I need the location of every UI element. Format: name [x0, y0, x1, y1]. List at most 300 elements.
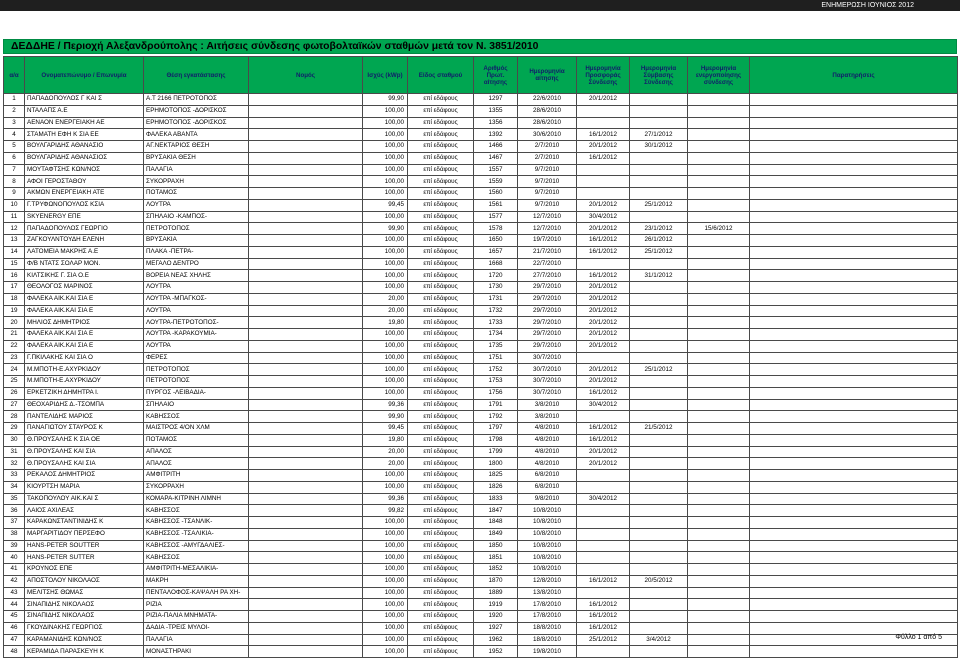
table-cell: 1799: [474, 446, 518, 458]
table-cell: [750, 540, 958, 552]
table-cell: 29: [4, 423, 25, 435]
table-cell: [630, 94, 688, 106]
table-row: [4, 599, 958, 611]
table-cell: [750, 611, 958, 623]
table-cell: ΝΤΑΛΑΠΣ Α.Ε: [25, 105, 144, 117]
table-cell: 1791: [474, 399, 518, 411]
table-cell: [688, 446, 750, 458]
column-header: Αριθμός Πρωτ. αίτησης: [474, 57, 518, 94]
table-cell: [249, 94, 363, 106]
table-cell: 100,00: [363, 622, 408, 634]
table-cell: 20/1/2012: [577, 282, 630, 294]
table-cell: [750, 293, 958, 305]
table-cell: [249, 235, 363, 247]
table-cell: ΡΙΖΙΑ: [144, 599, 249, 611]
table-cell: επί εδάφους: [408, 340, 474, 352]
table-cell: [688, 552, 750, 564]
table-cell: [249, 575, 363, 587]
table-cell: [630, 176, 688, 188]
table-cell: ΚΑΒΗΣΣΟΣ: [144, 411, 249, 423]
table-cell: επί εδάφους: [408, 505, 474, 517]
table-cell: ΚΟΜΑΡΑ-ΚΙΤΡΙΝΗ ΛΙΜΝΗ: [144, 493, 249, 505]
table-cell: ΑΠΑΛΟΣ: [144, 458, 249, 470]
table-cell: 30/7/2010: [518, 376, 577, 388]
table-cell: 34: [4, 481, 25, 493]
table-cell: [688, 329, 750, 341]
table-cell: [688, 411, 750, 423]
table-cell: επί εδάφους: [408, 575, 474, 587]
table-cell: ΠΕΤΡΟΤΟΠΟΣ: [144, 223, 249, 235]
table-cell: 1870: [474, 575, 518, 587]
table-cell: επί εδάφους: [408, 446, 474, 458]
table-cell: 25: [4, 376, 25, 388]
table-cell: επί εδάφους: [408, 223, 474, 235]
table-cell: ΦΑΛΕΚΑ ΑΙΚ.ΚΑΙ ΣΙΑ Ε: [25, 305, 144, 317]
table-cell: 30: [4, 434, 25, 446]
table-cell: [688, 211, 750, 223]
table-cell: [630, 458, 688, 470]
table-cell: 30/1/2012: [630, 141, 688, 153]
table-cell: 20,00: [363, 293, 408, 305]
table-cell: ΚΑΒΗΣΣΟΣ: [144, 505, 249, 517]
table-cell: 1668: [474, 258, 518, 270]
table-cell: ΚΙΛΤΣΙΚΗΣ Γ. ΣΙΑ Ο.Ε: [25, 270, 144, 282]
table-cell: 4: [4, 129, 25, 141]
table-cell: [750, 105, 958, 117]
table-cell: 46: [4, 622, 25, 634]
table-cell: [688, 141, 750, 153]
table-cell: 31: [4, 446, 25, 458]
table-cell: [630, 387, 688, 399]
table-cell: 1756: [474, 387, 518, 399]
table-cell: [750, 94, 958, 106]
table-cell: επί εδάφους: [408, 94, 474, 106]
table-cell: [249, 528, 363, 540]
table-cell: [750, 246, 958, 258]
table-cell: [750, 481, 958, 493]
table-cell: [688, 540, 750, 552]
table-cell: επί εδάφους: [408, 164, 474, 176]
table-cell: [750, 364, 958, 376]
table-cell: ΤΑΚΟΠΟΥΛΟΥ ΑΙΚ.ΚΑΙ Σ: [25, 493, 144, 505]
table-cell: ΠΟΤΑΜΟΣ: [144, 188, 249, 200]
table-cell: 100,00: [363, 246, 408, 258]
table-cell: [630, 211, 688, 223]
table-row: [4, 129, 958, 141]
table-cell: [688, 352, 750, 364]
table-cell: ΚΑΒΗΣΣΟΣ -ΤΣΑΝΛΙΚ-: [144, 517, 249, 529]
table-cell: ΛΑΤΟΜΕΙΑ ΜΑΚΡΗΣ Α.Ε: [25, 246, 144, 258]
table-cell: [688, 423, 750, 435]
column-header: α/α: [4, 57, 25, 94]
table-cell: 20/1/2012: [577, 458, 630, 470]
table-cell: 1852: [474, 564, 518, 576]
table-cell: 16/1/2012: [577, 622, 630, 634]
table-cell: ΦΑΛΕΚΑ ΑΙΚ.ΚΑΙ ΣΙΑ Ε: [25, 293, 144, 305]
table-cell: 20/1/2012: [577, 446, 630, 458]
column-header: Ονοματεπώνυμο / Επωνυμία: [25, 57, 144, 94]
table-cell: ΑΚΜΩΝ ΕΝΕΡΓΕΙΑΚΗ ΑΤΕ: [25, 188, 144, 200]
table-cell: ΒΟΥΛΓΑΡΙΔΗΣ ΑΘΑΝΑΣΙΟΣ: [25, 152, 144, 164]
table-cell: επί εδάφους: [408, 481, 474, 493]
table-cell: ΑΠΑΛΟΣ: [144, 446, 249, 458]
table-cell: [688, 434, 750, 446]
table-cell: 33: [4, 470, 25, 482]
table-cell: επί εδάφους: [408, 188, 474, 200]
table-cell: ΔΑΔΙΑ -ΤΡΕΙΣ ΜΥΛΟΙ-: [144, 622, 249, 634]
table-cell: ΚΑΡΑΜΑΝΙΔΗΣ ΚΩΝ/ΝΟΣ: [25, 634, 144, 646]
table-cell: 1833: [474, 493, 518, 505]
table-cell: [750, 423, 958, 435]
table-cell: [688, 235, 750, 247]
table-cell: [750, 176, 958, 188]
table-cell: 16/1/2012: [577, 152, 630, 164]
table-row: [4, 481, 958, 493]
table-cell: 19,80: [363, 434, 408, 446]
table-cell: 1657: [474, 246, 518, 258]
table-cell: επί εδάφους: [408, 564, 474, 576]
table-cell: επί εδάφους: [408, 235, 474, 247]
table-cell: [750, 199, 958, 211]
table-row: [4, 622, 958, 634]
table-cell: 15: [4, 258, 25, 270]
table-cell: 99,90: [363, 223, 408, 235]
table-row: [4, 552, 958, 564]
table-cell: ΦΑΛΕΚΑ ΑΙΚ.ΚΑΙ ΣΙΑ Ε: [25, 329, 144, 341]
table-cell: 30/7/2010: [518, 364, 577, 376]
table-cell: επί εδάφους: [408, 293, 474, 305]
table-cell: [249, 329, 363, 341]
table-cell: 10/8/2010: [518, 552, 577, 564]
table-cell: HANS-PETER SUTTER: [25, 552, 144, 564]
table-cell: [750, 552, 958, 564]
table-cell: 16/1/2012: [577, 235, 630, 247]
table-cell: 100,00: [363, 611, 408, 623]
table-cell: 9/7/2010: [518, 188, 577, 200]
table-cell: 3/4/2012: [630, 634, 688, 646]
table-row: [4, 94, 958, 106]
table-cell: ΒΟΥΛΓΑΡΙΔΗΣ ΑΘΑΝΑΣΙΟ: [25, 141, 144, 153]
table-cell: [249, 141, 363, 153]
table-cell: 30/7/2010: [518, 387, 577, 399]
table-cell: 1392: [474, 129, 518, 141]
table-cell: [750, 270, 958, 282]
table-cell: 1847: [474, 505, 518, 517]
table-cell: ΠΑΠΑΔΟΠΟΥΛΟΣ ΓΕΩΡΓΙΟ: [25, 223, 144, 235]
table-cell: [750, 587, 958, 599]
table-cell: ΚΡΟΥΝΟΣ ΕΠΕ: [25, 564, 144, 576]
table-row: [4, 141, 958, 153]
table-cell: 29/7/2010: [518, 329, 577, 341]
table-cell: 1466: [474, 141, 518, 153]
table-cell: [750, 517, 958, 529]
table-cell: 9/8/2010: [518, 493, 577, 505]
table-cell: 10/8/2010: [518, 505, 577, 517]
table-cell: 1: [4, 94, 25, 106]
table-cell: 1560: [474, 188, 518, 200]
table-cell: [630, 599, 688, 611]
table-row: [4, 293, 958, 305]
table-cell: 42: [4, 575, 25, 587]
table-cell: ΠΥΡΓΟΣ -ΛΕΙΒΑΔΙΑ-: [144, 387, 249, 399]
table-row: [4, 176, 958, 188]
table-cell: ΚΑΒΗΣΣΟΣ: [144, 552, 249, 564]
column-header: Ημερομηνία Σύμβασης Σύνδεσης: [630, 57, 688, 94]
table-row: [4, 611, 958, 623]
table-cell: [750, 340, 958, 352]
table-cell: [249, 399, 363, 411]
page-title: ΔΕΔΔΗΕ / Περιοχή Αλεξανδρούπολης : Αιτήσεις σύνδεσης φωτοβολταϊκών σταθμών μετά τον Ν. 3851/2010: [11, 41, 539, 52]
table-cell: 19,80: [363, 317, 408, 329]
table-cell: [750, 317, 958, 329]
table-cell: 6/8/2010: [518, 470, 577, 482]
table-cell: ΛΟΥΤΡΑ: [144, 282, 249, 294]
table-cell: ΠΕΤΡΟΤΟΠΟΣ: [144, 364, 249, 376]
table-cell: 1851: [474, 552, 518, 564]
table-cell: [750, 564, 958, 576]
table-cell: ΠΑΝΤΕΛΙΔΗΣ ΜΑΡΙΟΣ: [25, 411, 144, 423]
table-cell: επί εδάφους: [408, 258, 474, 270]
table-cell: 99,82: [363, 505, 408, 517]
table-cell: 100,00: [363, 364, 408, 376]
table-cell: 99,45: [363, 423, 408, 435]
table-cell: [249, 164, 363, 176]
table-cell: ΕΡΗΜΟΤΟΠΟΣ -ΔΟΡΙΣΚΟΣ: [144, 105, 249, 117]
table-cell: 20/5/2012: [630, 575, 688, 587]
table-cell: [630, 152, 688, 164]
table-cell: ΣΥΚΟΡΡΑΧΗ: [144, 176, 249, 188]
table-cell: [630, 564, 688, 576]
table-cell: 100,00: [363, 540, 408, 552]
table-cell: [750, 152, 958, 164]
table-cell: [688, 164, 750, 176]
table-row: [4, 376, 958, 388]
table-cell: [630, 611, 688, 623]
table-row: [4, 505, 958, 517]
table-cell: ΠΑΝΑΓΙΩΤΟΥ ΣΤΑΥΡΟΣ Κ: [25, 423, 144, 435]
table-cell: 26: [4, 387, 25, 399]
table-cell: [688, 575, 750, 587]
table-cell: επί εδάφους: [408, 117, 474, 129]
table-cell: 100,00: [363, 176, 408, 188]
table-cell: 1798: [474, 434, 518, 446]
table-cell: 26/1/2012: [630, 235, 688, 247]
table-cell: [249, 105, 363, 117]
table-cell: 20/1/2012: [577, 329, 630, 341]
table-cell: 25/1/2012: [630, 199, 688, 211]
table-cell: [630, 587, 688, 599]
table-cell: Θ.ΠΡΟΥΣΑΛΗΣ Κ ΣΙΑ ΟΕ: [25, 434, 144, 446]
table-cell: 7: [4, 164, 25, 176]
table-cell: 39: [4, 540, 25, 552]
table-cell: ΡΙΖΙΑ-ΠΑΛΙΑ ΜΝΗΜΑΤΑ-: [144, 611, 249, 623]
table-cell: 48: [4, 646, 25, 658]
table-cell: 1732: [474, 305, 518, 317]
table-cell: [688, 376, 750, 388]
table-cell: [688, 528, 750, 540]
table-cell: ΑΜΦΙΤΡΙΤΗ-ΜΕΣΑΛΙΚΙΑ-: [144, 564, 249, 576]
table-row: [4, 317, 958, 329]
table-cell: [750, 399, 958, 411]
table-cell: [630, 552, 688, 564]
table-row: [4, 528, 958, 540]
table-cell: 29/7/2010: [518, 282, 577, 294]
table-cell: ΒΟΡΕΙΑ ΝΕΑΣ ΧΗΛΗΣ: [144, 270, 249, 282]
table-row: [4, 282, 958, 294]
table-cell: [750, 129, 958, 141]
table-cell: επί εδάφους: [408, 470, 474, 482]
table-cell: επί εδάφους: [408, 317, 474, 329]
table-cell: 31/1/2012: [630, 270, 688, 282]
table-cell: ΣΠΗΛΑΙΟ: [144, 399, 249, 411]
table-cell: 9/7/2010: [518, 176, 577, 188]
table-cell: 100,00: [363, 188, 408, 200]
table-cell: [750, 470, 958, 482]
table-cell: 100,00: [363, 470, 408, 482]
page-footer: Φύλλο 1 από 5: [895, 634, 942, 641]
table-cell: 20/1/2012: [577, 293, 630, 305]
table-cell: [630, 352, 688, 364]
table-cell: επί εδάφους: [408, 587, 474, 599]
table-cell: Θ.ΠΡΟΥΣΑΛΗΣ ΚΑΙ ΣΙΑ: [25, 458, 144, 470]
table-cell: [750, 458, 958, 470]
table-cell: [249, 387, 363, 399]
table-cell: επί εδάφους: [408, 399, 474, 411]
table-cell: [249, 340, 363, 352]
table-cell: [577, 564, 630, 576]
table-cell: 27/7/2010: [518, 270, 577, 282]
table-cell: [249, 552, 363, 564]
table-cell: [630, 117, 688, 129]
table-cell: 100,00: [363, 211, 408, 223]
table-cell: 20/1/2012: [577, 376, 630, 388]
column-header: Ημερομηνία ενεργοποίησης σύνδεσης: [688, 57, 750, 94]
table-cell: 38: [4, 528, 25, 540]
table-cell: 99,36: [363, 493, 408, 505]
table-cell: [688, 105, 750, 117]
table-cell: 20/1/2012: [577, 305, 630, 317]
table-cell: 44: [4, 599, 25, 611]
table-cell: 4/8/2010: [518, 423, 577, 435]
table-cell: επί εδάφους: [408, 552, 474, 564]
table-cell: ΛΟΥΤΡΑ -ΜΠΑΓΚΟΣ-: [144, 293, 249, 305]
table-cell: [630, 505, 688, 517]
table-cell: [688, 493, 750, 505]
table-cell: [688, 599, 750, 611]
table-cell: ΠΕΤΡΟΤΟΠΟΣ: [144, 376, 249, 388]
table-cell: [577, 117, 630, 129]
table-cell: ΠΟΤΑΜΟΣ: [144, 434, 249, 446]
table-cell: επί εδάφους: [408, 599, 474, 611]
table-cell: [577, 188, 630, 200]
table-cell: 3: [4, 117, 25, 129]
table-cell: [688, 364, 750, 376]
column-header: Παρατηρήσεις: [750, 57, 958, 94]
table-cell: [750, 223, 958, 235]
table-cell: 17/8/2010: [518, 599, 577, 611]
table-cell: 100,00: [363, 164, 408, 176]
table-row: [4, 105, 958, 117]
table-cell: 6: [4, 152, 25, 164]
table-cell: 16/1/2012: [577, 129, 630, 141]
table-cell: 1356: [474, 117, 518, 129]
column-header: Θέση εγκατάστασης: [144, 57, 249, 94]
table-cell: επί εδάφους: [408, 634, 474, 646]
table-cell: ΒΡΥΣΑΚΙΑ: [144, 235, 249, 247]
table-row: [4, 235, 958, 247]
table-cell: ΣΙΝΑΠΙΔΗΣ ΝΙΚΟΛΑΟΣ: [25, 599, 144, 611]
table-cell: [688, 622, 750, 634]
table-row: [4, 470, 958, 482]
table-cell: 21/7/2010: [518, 246, 577, 258]
table-cell: επί εδάφους: [408, 246, 474, 258]
table-cell: 2: [4, 105, 25, 117]
table-cell: Γ.ΤΡΥΦΩΝΟΠΟΥΛΟΣ ΚΣΙΑ: [25, 199, 144, 211]
table-cell: 100,00: [363, 141, 408, 153]
table-cell: 1577: [474, 211, 518, 223]
table-cell: [577, 481, 630, 493]
table-cell: 1720: [474, 270, 518, 282]
table-cell: ΠΑΛΑΓΙΑ: [144, 164, 249, 176]
table-cell: 17/8/2010: [518, 611, 577, 623]
table-cell: [688, 634, 750, 646]
table-cell: [630, 282, 688, 294]
table-cell: 100,00: [363, 387, 408, 399]
table-cell: ΣΥΚΟΡΡΑΧΗ: [144, 481, 249, 493]
table-cell: [688, 564, 750, 576]
table-row: [4, 246, 958, 258]
table-cell: 20/1/2012: [577, 199, 630, 211]
table-cell: 1952: [474, 646, 518, 658]
table-cell: 1735: [474, 340, 518, 352]
table-cell: επί εδάφους: [408, 376, 474, 388]
table-cell: επί εδάφους: [408, 105, 474, 117]
table-cell: 1848: [474, 517, 518, 529]
table-cell: [249, 599, 363, 611]
update-label: ΕΝΗΜΕΡΩΣΗ ΙΟΥΝΙΟΣ 2012: [821, 2, 914, 9]
table-cell: ΣΠΗΛΑΙΟ -ΚΑΜΠΟΣ-: [144, 211, 249, 223]
table-cell: [249, 587, 363, 599]
table-cell: ΑΓ.ΝΕΚΤΑΡΙΟΣ ΘΕΣΗ: [144, 141, 249, 153]
table-cell: 20/1/2012: [577, 317, 630, 329]
table-cell: [249, 211, 363, 223]
table-cell: [630, 340, 688, 352]
table-cell: 1733: [474, 317, 518, 329]
table-cell: [688, 470, 750, 482]
table-cell: 4/8/2010: [518, 446, 577, 458]
table-cell: 45: [4, 611, 25, 623]
table-cell: 2/7/2010: [518, 141, 577, 153]
table-cell: [750, 376, 958, 388]
table-cell: 16/1/2012: [577, 575, 630, 587]
table-cell: [688, 340, 750, 352]
table-cell: 99,36: [363, 399, 408, 411]
table-cell: ΘΕΟΛΟΓΟΣ ΜΑΡΙΝΟΣ: [25, 282, 144, 294]
table-cell: ΡΕΚΑΛΟΣ ΔΗΜΗΤΡΙΟΣ: [25, 470, 144, 482]
table-cell: 12/7/2010: [518, 211, 577, 223]
table-cell: 20/1/2012: [577, 223, 630, 235]
table-cell: [630, 434, 688, 446]
table-cell: 13/8/2010: [518, 587, 577, 599]
table-cell: [750, 575, 958, 587]
table-cell: ΕΡΗΜΟΤΟΠΟΣ -ΔΟΡΙΣΚΟΣ: [144, 117, 249, 129]
table-cell: ΦΑΛΕΚΑ ΑΙΚ.ΚΑΙ ΣΙΑ Ε: [25, 340, 144, 352]
table-cell: ΚΑΒΗΣΣΟΣ -ΤΣΑΛΙΚΙΑ-: [144, 528, 249, 540]
table-cell: επί εδάφους: [408, 329, 474, 341]
table-cell: 40: [4, 552, 25, 564]
table-cell: 100,00: [363, 587, 408, 599]
table-cell: 36: [4, 505, 25, 517]
